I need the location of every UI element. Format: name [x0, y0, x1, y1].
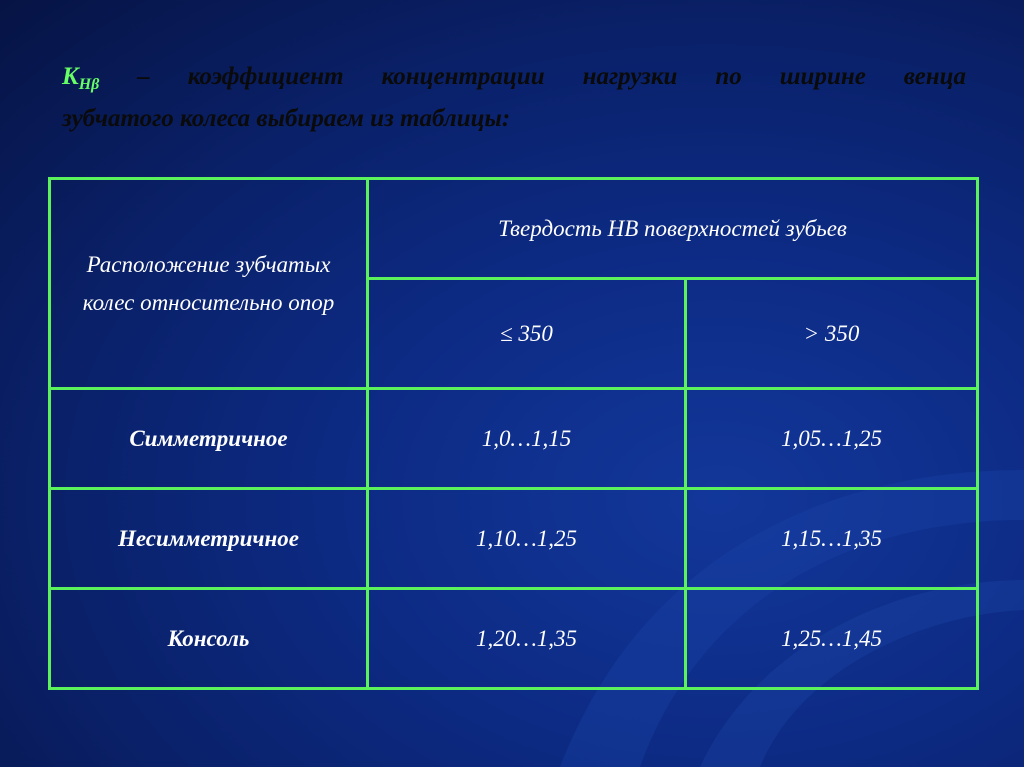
row-label-asymmetric: Несимметричное	[50, 489, 368, 589]
table-cell: 1,0…1,15	[368, 389, 686, 489]
intro-line-1: $K_{H\beta}$ – коэффициент концентрации нагрузки по ширине венца	[62, 63, 966, 93]
intro-line-2: зубчатого колеса выбираем из таблицы:	[62, 105, 511, 132]
coefficient-symbol: $K_{H\beta}$	[62, 63, 100, 93]
column-header-gt-350: > 350	[686, 279, 978, 389]
row-label-symmetric: Симметричное	[50, 389, 368, 489]
table-row	[50, 389, 978, 489]
row-label-cantilever: Консоль	[50, 589, 368, 689]
table-cell: 1,10…1,25	[368, 489, 686, 589]
table-cell: 1,15…1,35	[686, 489, 978, 589]
coefficient-table	[48, 177, 979, 690]
table-cell: 1,05…1,25	[686, 389, 978, 489]
table-header-row	[50, 179, 978, 279]
column-header-le-350: ≤ 350	[368, 279, 686, 389]
row-header-cell: Расположение зубчатых колес относительно опор	[50, 179, 368, 389]
table-cell: 1,20…1,35	[368, 589, 686, 689]
intro-text	[62, 60, 966, 136]
table-row	[50, 589, 978, 689]
table-cell: 1,25…1,45	[686, 589, 978, 689]
hardness-group-header: Твердость HB поверхностей зубьев	[368, 179, 978, 279]
table-row	[50, 489, 978, 589]
